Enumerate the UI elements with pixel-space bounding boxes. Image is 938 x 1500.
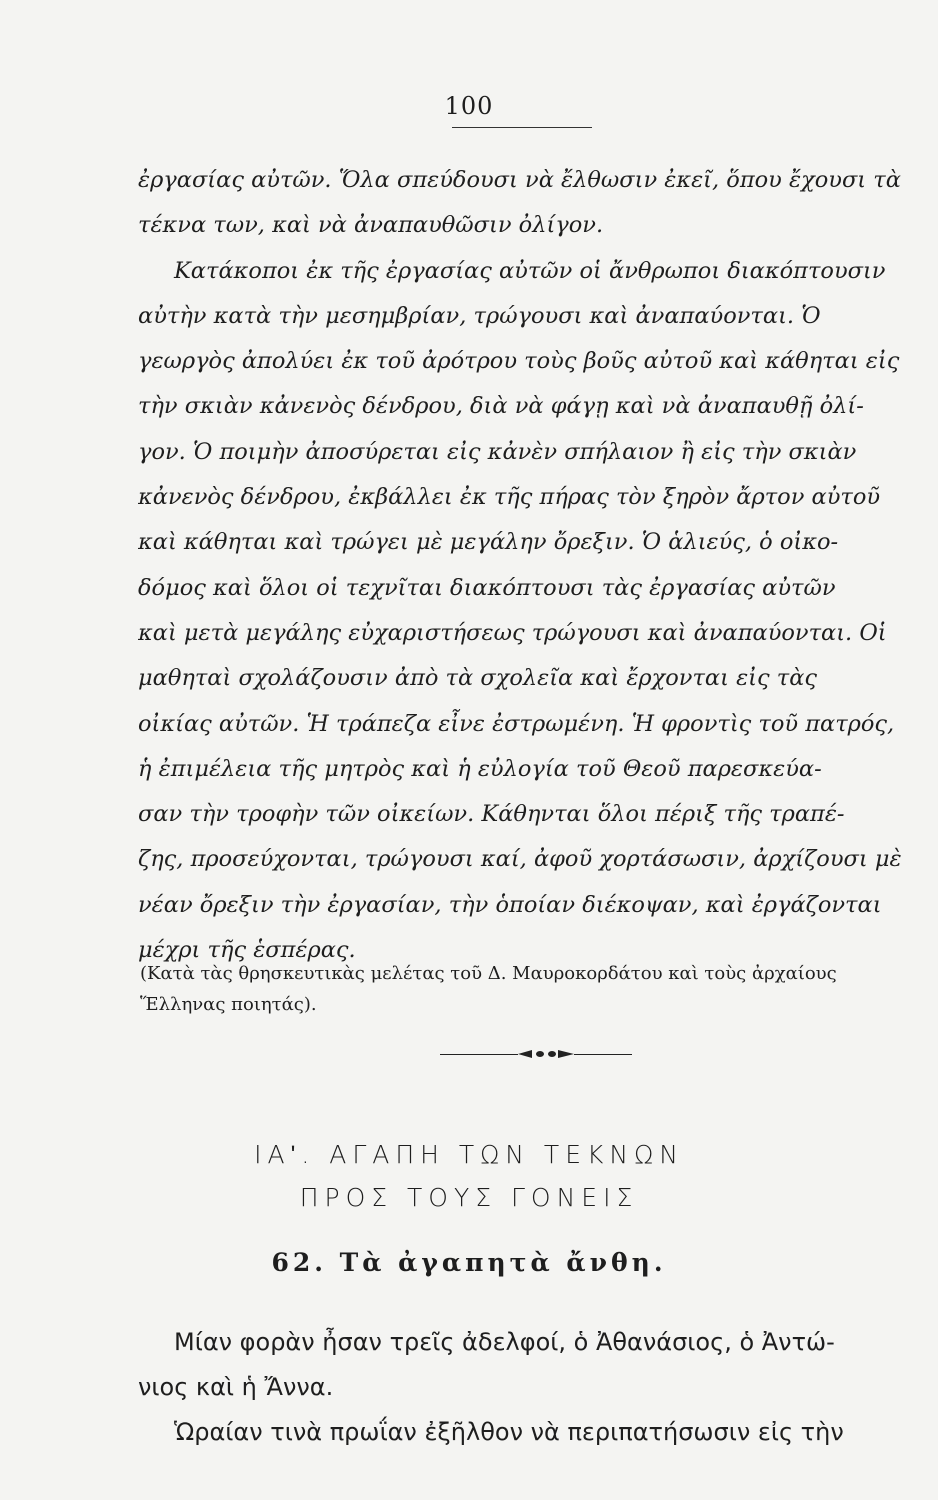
ornament-line-left xyxy=(440,1054,518,1055)
section-title: 62. Τὰ ἀγαπητὰ ἄνθη. xyxy=(271,1248,667,1277)
text-line: ἡ ἐπιμέλεια τῆς μητρὸς καὶ ἡ εὐλογία τοῦ Θεοῦ παρεσκεύα- xyxy=(138,755,822,782)
text-line: νέαν ὄρεξιν τὴν ἐργασίαν, τὴν ὁποίαν διέκοψαν, καὶ ἐργάζονται xyxy=(138,891,882,918)
ornament-line-right xyxy=(574,1054,632,1055)
citation-line: (Κατὰ τὰς θρησκευτικὰς μελέτας τοῦ Δ. Μαυροκορδάτου καὶ τοὺς ἀρχαίους xyxy=(140,963,837,984)
ornament-arrow-left xyxy=(518,1050,532,1058)
chapter-title-line: ΙΑʹ. ΑΓΑΠΗ ΤΩΝ ΤΕΚΝΩΝ xyxy=(254,1140,684,1169)
text-line: μαθηταὶ σχολάζουσιν ἀπὸ τὰ σχολεῖα καὶ ἔρχονται εἰς τὰς xyxy=(138,665,817,692)
ornament-dot xyxy=(548,1051,556,1057)
text-line: γεωργὸς ἀπολύει ἐκ τοῦ ἀρότρου τοὺς βοῦς αὐτοῦ καὶ κάθηται εἰς xyxy=(138,348,900,375)
story-line: Ὡραίαν τινὰ πρωΐαν ἐξῆλθον νὰ περιπατήσωσιν εἰς τὴν xyxy=(174,1418,844,1446)
text-line: τέκνα των, καὶ νὰ ἀναπαυθῶσιν ὀλίγον. xyxy=(138,212,604,239)
text-line: Κατάκοποι ἐκ τῆς ἐργασίας αὐτῶν οἱ ἄνθρωποι διακόπτουσιν xyxy=(174,257,886,284)
text-line: καὶ μετὰ μεγάλης εὐχαριστήσεως τρώγουσι καὶ ἀναπαύονται. Οἱ xyxy=(138,619,887,646)
text-line: οἰκίας αὐτῶν. Ἡ τράπεζα εἶνε ἐστρωμένη. Ἡ φροντὶς τοῦ πατρός, xyxy=(138,710,895,737)
page-number: 100 xyxy=(444,92,494,120)
text-line: ἐργασίας αὐτῶν. Ὅλα σπεύδουσι νὰ ἔλθωσιν ἐκεῖ, ὅπου ἔχουσι τὰ xyxy=(138,167,901,193)
section-divider-ornament xyxy=(440,1053,632,1057)
text-line: μέχρι τῆς ἑσπέρας. xyxy=(138,937,356,964)
body-paragraphs xyxy=(138,158,920,973)
text-line: ζης, προσεύχονται, τρώγουσι καί, ἀφοῦ χορτάσωσιν, ἀρχίζουσι μὲ xyxy=(138,846,902,873)
chapter-title xyxy=(0,1133,938,1219)
text-line: γον. Ὁ ποιμὴν ἀποσύρεται εἰς κἀνὲν σπήλαιον ἢ εἰς τὴν σκιὰν xyxy=(138,438,857,465)
text-line: αὐτὴν κατὰ τὴν μεσημβρίαν, τρώγουσι καὶ ἀναπαύονται. Ὁ xyxy=(138,302,821,329)
text-line: δόμος καὶ ὅλοι οἱ τεχνῖται διακόπτουσι τὰς ἐργασίας αὐτῶν xyxy=(138,574,836,601)
text-line: καὶ κάθηται καὶ τρώγει μὲ μεγάλην ὄρεξιν. Ὁ ἁλιεύς, ὁ οἰκο- xyxy=(138,529,839,556)
source-citation xyxy=(140,958,920,1020)
text-line: τὴν σκιὰν κἀνενὸς δένδρου, διὰ νὰ φάγῃ καὶ νὰ ἀναπαυθῇ ὀλί- xyxy=(138,393,864,420)
ornament-dot xyxy=(536,1051,544,1057)
story-line: Μίαν φορὰν ἦσαν τρεῖς ἀδελφοί, ὁ Ἀθανάσιος, ὁ Ἀντώ- xyxy=(174,1328,835,1356)
ornament-arrow-right xyxy=(558,1050,574,1058)
story-line: νιος καὶ ἡ Ἄννα. xyxy=(138,1373,334,1401)
chapter-title-line: ΠΡΟΣ ΤΟΥΣ ΓΟΝΕΙΣ xyxy=(299,1183,639,1212)
text-line: σαν τὴν τροφὴν τῶν οἰκείων. Κάθηνται ὅλοι πέριξ τῆς τραπέ- xyxy=(138,801,845,828)
header-rule xyxy=(452,127,592,128)
citation-line: Ἕλληνας ποιητάς). xyxy=(140,994,317,1015)
story-paragraphs xyxy=(138,1320,928,1455)
text-line: κἀνενὸς δένδρου, ἐκβάλλει ἐκ τῆς πήρας τὸν ξηρὸν ἄρτον αὐτοῦ xyxy=(138,484,881,511)
